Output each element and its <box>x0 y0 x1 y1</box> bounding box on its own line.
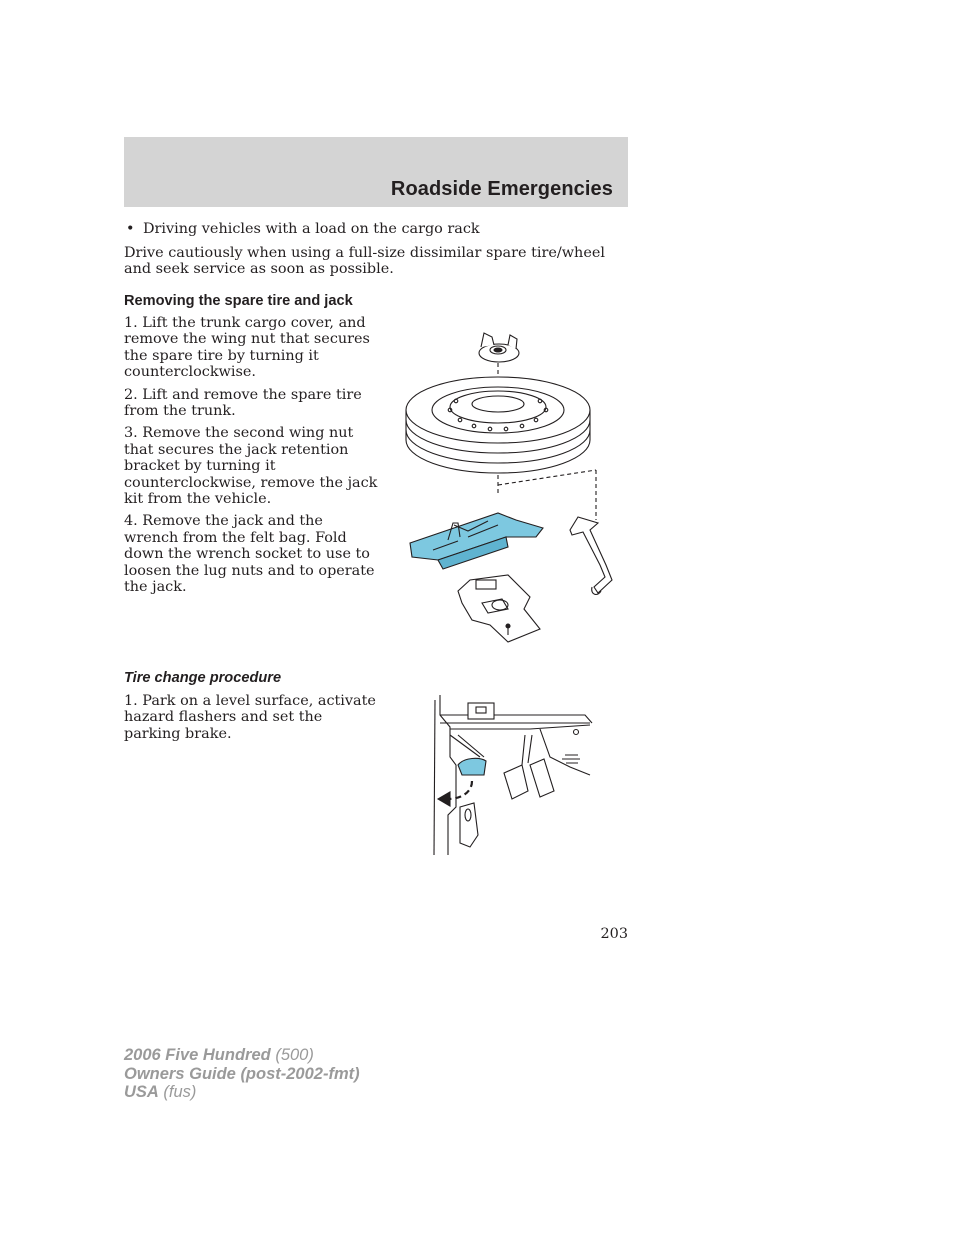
section-heading-removing-spare: Removing the spare tire and jack <box>124 293 353 309</box>
intro-paragraph: Drive cautiously when using a full-size dissimilar spare tire/wheel and seek service as soon as possible. <box>124 245 605 278</box>
bullet-item <box>124 221 624 237</box>
jack-icon <box>410 513 543 569</box>
parking-brake-pedal-icon <box>458 758 486 775</box>
page-number: 203 <box>600 926 628 942</box>
jack-retention-bracket-icon <box>570 517 612 594</box>
bullet-dot: • <box>126 221 135 237</box>
section-header-band <box>124 137 628 207</box>
release-arrow-icon <box>438 781 472 806</box>
document-footer <box>124 1046 360 1102</box>
brake-pedal-icon <box>504 765 528 799</box>
footer-guide-name: Owners Guide (post-2002-fmt) <box>124 1064 360 1083</box>
jack-tray-icon <box>458 575 540 642</box>
step-2: 2. Lift and remove the spare tire from the trunk. <box>124 386 362 420</box>
bullet-text: Driving vehicles with a load on the cargo rack <box>143 221 480 237</box>
spare-tire-icon <box>406 377 590 473</box>
removal-steps <box>124 315 378 602</box>
footer-line-model <box>124 1046 360 1065</box>
spare-tire-jack-illustration <box>398 325 628 645</box>
step-1: 1. Lift the trunk cargo cover, and remove the wing nut that secures the spare tire by turning it counterclockwise. <box>124 315 370 381</box>
parking-brake-illustration <box>430 695 595 857</box>
footer-market-code: (fus) <box>158 1083 197 1101</box>
step-3: 3. Remove the second wing nut that secures the jack retention bracket by turning it counterclockwise, remove the jack kit from the vehicle. <box>124 425 378 508</box>
footer-model-code: (500) <box>270 1046 314 1064</box>
step-4: 4. Remove the jack and the wrench from the felt bag. Fold down the wrench socket to use to loosen the lug nuts and to operate the jack. <box>124 513 375 596</box>
footer-market: USA <box>124 1083 159 1101</box>
section-title: Roadside Emergencies <box>390 178 613 200</box>
accelerator-pedal-icon <box>530 759 554 797</box>
tire-change-step-1: 1. Park on a level surface, activate hazard flashers and set the parking brake. <box>124 693 376 742</box>
footer-line-guide <box>124 1065 360 1084</box>
footer-line-market <box>124 1083 360 1102</box>
section-heading-tire-change: Tire change procedure <box>124 670 282 686</box>
footer-model-name: 2006 Five Hundred <box>124 1046 271 1064</box>
wing-nut-icon <box>479 333 519 362</box>
